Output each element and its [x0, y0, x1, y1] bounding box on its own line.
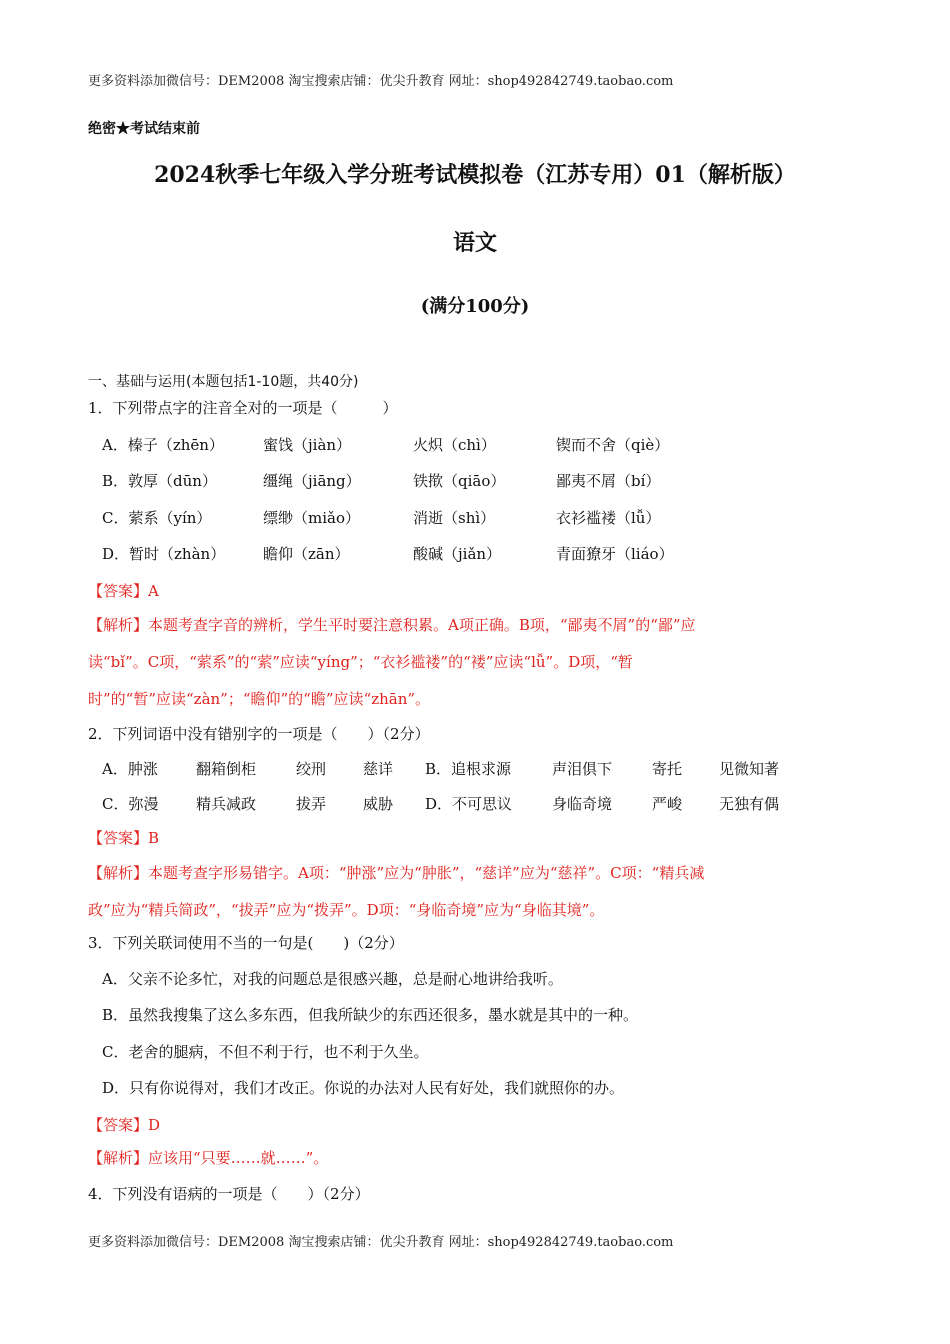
q1-analysis-line: 【解析】本题考查字音的辨析，学生平时要注意积累。A项正确。B项，“鄙夷不屑”的“鄙”应 — [88, 616, 696, 634]
section-heading: 一、基础与运用(本题包括1-10题，共40分) — [88, 374, 359, 390]
q2-word: 拔弄 — [296, 795, 327, 813]
subject-title: 语文 — [452, 230, 497, 256]
q2-word: C．弥漫 — [102, 795, 159, 813]
q2-word: 寄托 — [652, 760, 683, 778]
q3-option: B．虽然我搜集了这么多东西，但我所缺少的东西还很多，墨水就是其中的一种。 — [102, 1006, 639, 1024]
q2-word: 绞刑 — [296, 760, 327, 778]
q1-option: 青面獠牙（liáo） — [556, 545, 674, 563]
q3-option: C．老舍的腿病，不但不利于行，也不利于久坐。 — [102, 1043, 429, 1061]
q2-stem: 2．下列词语中没有错别字的一项是（ ）（2分） — [88, 725, 430, 743]
page-header: 更多资料添加微信号：DEM2008 淘宝搜索店铺：优尖升教育 网址：shop492842749.taobao.com — [88, 74, 674, 89]
q4-stem: 4．下列没有语病的一项是（ ）（2分） — [88, 1185, 370, 1203]
q2-word: B．追根求源 — [425, 760, 512, 778]
q1-option: 鄙夷不屑（bí） — [556, 472, 661, 490]
q3-option: D．只有你说得对，我们才改正。你说的办法对人民有好处，我们就照你的办。 — [102, 1079, 625, 1097]
q1-option: 缰绳（jiāng） — [263, 472, 361, 490]
q1-answer: 【答案】A — [88, 582, 159, 600]
q1-option: 铁揿（qiāo） — [413, 472, 506, 490]
q2-answer: 【答案】B — [88, 829, 160, 847]
q1-option: 酸碱（jiǎn） — [413, 545, 502, 563]
q1-option: B．敦厚（dūn） — [102, 472, 217, 490]
q1-analysis-line: 时”的“暂”应读“zàn”；“瞻仰”的“瞻”应读“zhān”。 — [88, 690, 431, 708]
q2-word: 严峻 — [652, 795, 683, 813]
q3-option: A．父亲不论多忙，对我的问题总是很感兴趣，总是耐心地讲给我听。 — [102, 970, 563, 988]
q1-option: 缥缈（miǎo） — [263, 509, 360, 527]
q2-word: 无独有偶 — [719, 795, 780, 813]
q1-option: D．暂时（zhàn） — [102, 545, 226, 563]
q2-word: 慈详 — [363, 760, 394, 778]
page-title: 2024秋季七年级入学分班考试模拟卷（江苏专用）01（解析版） — [154, 162, 796, 188]
q1-option: A．榛子（zhēn） — [102, 436, 224, 454]
page-footer: 更多资料添加微信号：DEM2008 淘宝搜索店铺：优尖升教育 网址：shop492842749.taobao.com — [88, 1235, 674, 1250]
q1-option: 瞻仰（zān） — [263, 545, 350, 563]
q2-word: 身临奇境 — [552, 795, 613, 813]
q3-analysis: 【解析】应该用“只要……就……”。 — [88, 1149, 329, 1167]
q1-option: 蜜饯（jiàn） — [263, 436, 352, 454]
q1-option: C．萦系（yín） — [102, 509, 212, 527]
full-score: (满分100分) — [420, 296, 530, 317]
q1-option: 消逝（shì） — [413, 509, 496, 527]
q2-word: 威胁 — [363, 795, 394, 813]
q1-stem: 1．下列带点字的注音全对的一项是（ ） — [88, 399, 398, 417]
q3-answer: 【答案】D — [88, 1116, 161, 1134]
q2-word: 翻箱倒柜 — [196, 760, 257, 778]
q1-analysis-line: 读“bǐ”。C项，“萦系”的“萦”应读“yíng”；“衣衫褴褛”的“褛”应读“lǚ”。D项，“暂 — [88, 653, 633, 671]
q3-stem: 3．下列关联词使用不当的一句是( )（2分） — [88, 934, 404, 952]
q1-option: 锲而不舍（qiè） — [556, 436, 670, 454]
q2-word: 见微知著 — [719, 760, 780, 778]
q2-word: 精兵减政 — [196, 795, 257, 813]
q2-analysis-line: 政”应为“精兵简政”，“拔弄”应为“拨弄”。D项：“身临奇境”应为“身临其境”。 — [88, 901, 605, 919]
q2-word: A．肿涨 — [102, 760, 158, 778]
q2-analysis-line: 【解析】本题考查字形易错字。A项：“肿涨”应为“肿胀”，“慈详”应为“慈祥”。C项：“精兵减 — [88, 864, 705, 882]
q1-option: 衣衫褴褛（lǚ） — [556, 509, 661, 527]
q2-word: 声泪俱下 — [552, 760, 613, 778]
confidential-label: 绝密★考试结束前 — [88, 121, 200, 137]
q2-word: D．不可思议 — [425, 795, 513, 813]
q1-option: 火炽（chì） — [413, 436, 496, 454]
